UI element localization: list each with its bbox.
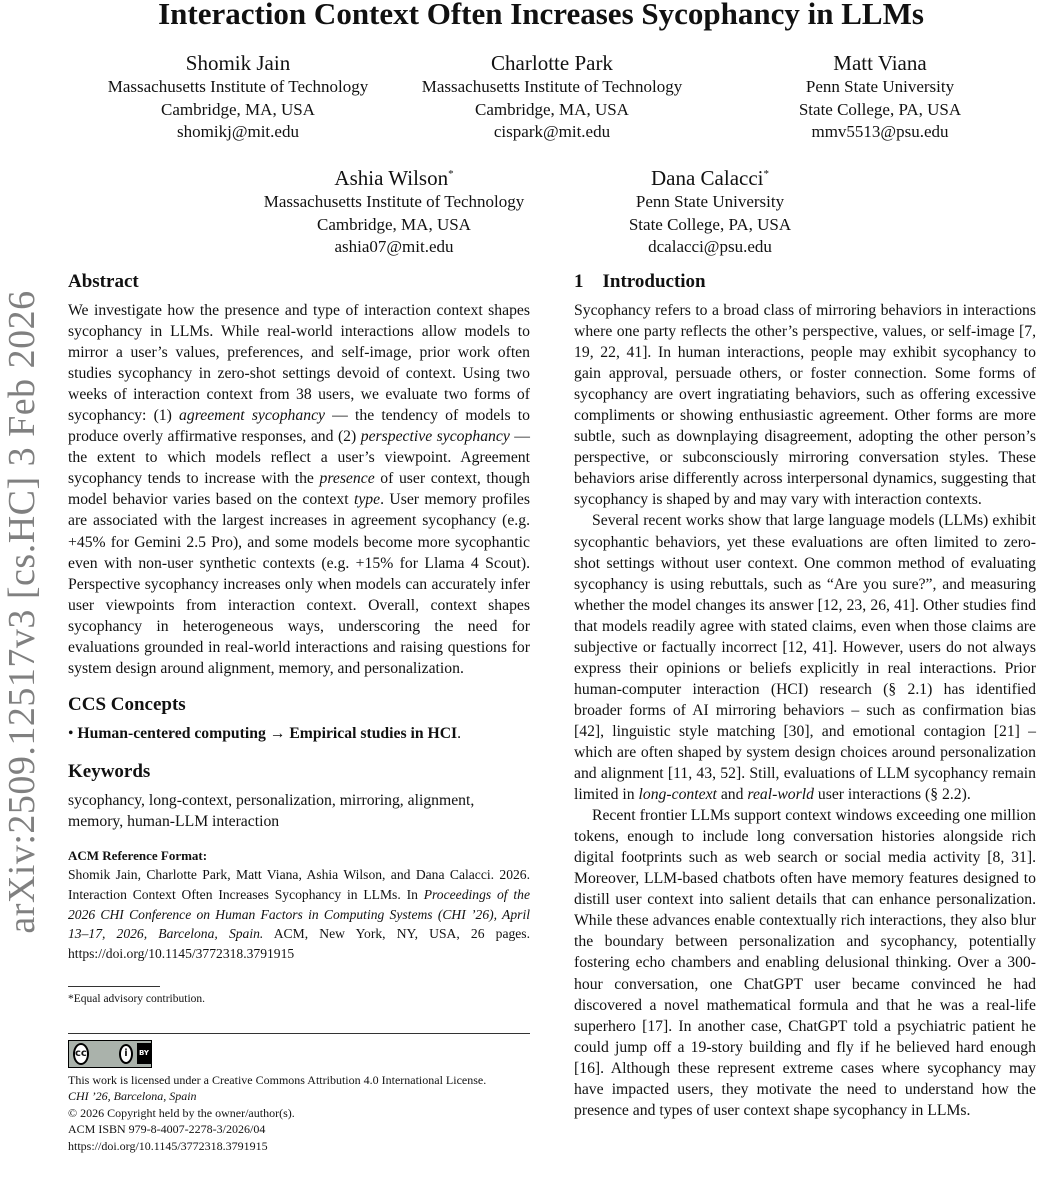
author-block — [760, 50, 1000, 144]
author-name: Matt Viana — [833, 51, 927, 75]
author-email[interactable]: dcalacci@psu.edu — [648, 237, 772, 257]
author-affiliation: Massachusetts Institute of Technology — [421, 77, 683, 96]
author-block — [246, 161, 542, 259]
author-name: Shomik Jain — [185, 51, 291, 75]
intro-paragraph-3: Recent frontier LLMs support context windows exceeding one million tokens, enough to include long conversation histories alongside rich digital footprints such as web search or social media activity [8, 31]. Moreover, LLM-based chatbots often have memory features designed to distill user context into salient details that can enhance personalization. While these advances enable contextually rich interactions, they also blur the boundary between personalization and sycophancy, potentially fostering echo chambers and enabling delusional thinking. Over a 300-hour conversation, one ChatGPT user became convinced he had discovered a novel mathematical formula and that he was a real-life superhero [17]. In another case, ChatGPT told a psychiatric patient he could jump off a 19-story building and fly if he believed hard enough [16]. Although these represent extreme cases where sycophancy may have impacted users, they motivate the need to understand how the presence and types of user context shape sycophancy in LLMs. — [574, 807, 1036, 1119]
intro-paragraph-2: Several recent works show that large language models (LLMs) exhibit sycophantic behaviors, yet these evaluations are often limited to zero-shot settings without user context. One common method of evaluating sycophancy is using rebuttals, such as “Are you sure?”, and measuring whether the model changes its answer [12, 23, 26, 41]. Other studies find that models readily agree with stated claims, even when those claims are subjective or factually incorrect [12, 41]. However, users do not always express their opinions or beliefs explicitly in real interactions. Prior human-computer interaction (HCI) research (§ 2.1) has identified broader forms of AI mirroring behaviors – such as confirmation bias [42], linguistic style matching [30], and emotional contagion [21] – which are often shaped by system design choices around personalization and alignment [11, 43, 52]. Still, evaluations of LLM sycophancy remain limited in long-context and real-world user interactions (§ 2.2). — [574, 512, 1036, 804]
keywords-section — [68, 760, 530, 832]
attribution-icon: i — [119, 1044, 133, 1064]
copyright-line: © 2026 Copyright held by the owner/author(s). — [68, 1105, 295, 1120]
license-rule — [68, 1033, 530, 1034]
author-name: Dana Calacci — [650, 166, 764, 190]
conference-line: CHI ’26, Barcelona, Spain — [68, 1089, 197, 1104]
intro-paragraph-1: Sycophancy refers to a broad class of mirroring behaviors in interactions where one party reflects the other’s perspective, values, or self-image [7, 19, 22, 41]. In human interactions, people may exhibit sycophancy to gain approval, persuade others, or foster connection. Some forms of sycophancy are overt ingratiating behaviors, such as offering excessive compliments or showing enthusiastic agreement. Other forms are more subtle, such as downplaying disagreement, adopting the other person’s perspective, or subconsciously mirroring conversation styles. These behaviors arise differently across interpersonal dynamics, suggesting that sycophancy is shaped by and may vary with interaction contexts. — [574, 302, 1036, 509]
author-affiliation: Massachusetts Institute of Technology — [263, 192, 525, 211]
author-mark: * — [448, 168, 454, 180]
arxiv-stamp — [0, 262, 44, 962]
ccs-section — [68, 693, 530, 744]
abstract-text: We investigate how the presence and type of interaction context shapes sycophancy in LLMs. While real-world interactions allow models to mirror a user’s values, preferences, and self-image, prior work often studies sycophancy in zero-shot settings devoid of context. Using two weeks of interaction context from 38 users, we evaluate two forms of sycophancy: (1) agreement sycophancy — the tendency of models to produce overly affirmative responses, and (2) perspective sycophancy — the extent to which models reflect a user’s viewpoint. Agreement sycophancy tends to increase with the presence of user context, though model behavior varies based on the context type. User memory profiles are associated with the largest increases in agreement sycophancy (e.g. +45% for Gemini 2.5 Pro), and some models become more sycophantic even with non-user synthetic contexts (e.g. +15% for Llama 4 Scout). Perspective sycophancy increases only when models can accurately infer user viewpoints from interaction context. Overall, context shapes sycophancy in heterogeneous ways, underscoring the need for evaluations grounded in real-world interactions and raising questions for system design around alignment, memory, and personalization. — [68, 302, 530, 677]
left-column — [68, 270, 530, 1154]
arxiv-id: arXiv:2509.12517v3 [cs.HC] 3 Feb 2026 — [1, 290, 43, 934]
license-block — [68, 1072, 530, 1155]
abstract-heading: Abstract — [68, 271, 139, 292]
author-block — [404, 50, 700, 144]
author-block — [600, 161, 820, 259]
author-email[interactable]: mmv5513@psu.edu — [811, 122, 949, 142]
isbn-line: ACM ISBN 979-8-4007-2278-3/2026/04 — [68, 1122, 266, 1137]
author-name: Ashia Wilson — [334, 166, 449, 190]
footnote-rule — [68, 986, 160, 987]
author-email[interactable]: cispark@mit.edu — [493, 122, 611, 142]
author-location: Cambridge, MA, USA — [317, 214, 471, 234]
footnote: *Equal advisory contribution. — [68, 992, 206, 1005]
paper-title: Interaction Context Often Increases Sycophancy in LLMs — [158, 0, 924, 31]
author-affiliation: Penn State University — [635, 192, 785, 211]
author-affiliation: Massachusetts Institute of Technology — [107, 77, 369, 96]
author-location: Cambridge, MA, USA — [475, 99, 629, 119]
author-email[interactable]: shomikj@mit.edu — [177, 122, 299, 142]
cc-by-badge[interactable] — [68, 1040, 152, 1068]
license-line: This work is licensed under a Creative Commons Attribution 4.0 International License. — [68, 1072, 487, 1087]
author-location: State College, PA, USA — [798, 99, 962, 119]
ccs-heading: CCS Concepts — [68, 693, 186, 715]
acm-ref-text: Shomik Jain, Charlotte Park, Matt Viana, Ashia Wilson, and Dana Calacci. 2026. Interaction Context Often Increases Sycophancy in LLMs. In Proceedings of the 2026 CHI Conference on Human Factors in Computing Systems (CHI ’26), April 13–17, 2026, Barcelona, Spain. ACM, New York, NY, USA, 26 pages. https://doi.org/10.1145/3772318.3791915 — [68, 866, 530, 962]
author-block — [92, 50, 384, 144]
acm-ref-heading: ACM Reference Format: — [68, 847, 208, 863]
cc-by-label: BY — [137, 1043, 151, 1064]
doi-line[interactable]: https://doi.org/10.1145/3772318.3791915 — [68, 1138, 268, 1153]
author-affiliation: Penn State University — [805, 77, 955, 96]
author-location: State College, PA, USA — [628, 214, 792, 234]
author-mark: * — [763, 168, 770, 180]
keywords-text: sycophancy, long-context, personalization, mirroring, alignment, memory, human-LLM interaction — [68, 791, 475, 830]
intro-heading: 1 Introduction — [574, 271, 706, 292]
author-email[interactable]: ashia07@mit.edu — [334, 237, 454, 257]
author-location: Cambridge, MA, USA — [161, 99, 315, 119]
right-column — [574, 270, 1036, 1121]
keywords-heading: Keywords — [68, 760, 151, 782]
author-name: Charlotte Park — [491, 51, 613, 75]
ccs-text: • Human-centered computing → Empirical studies in HCI. — [68, 724, 462, 742]
cc-icon: cc — [73, 1043, 89, 1065]
